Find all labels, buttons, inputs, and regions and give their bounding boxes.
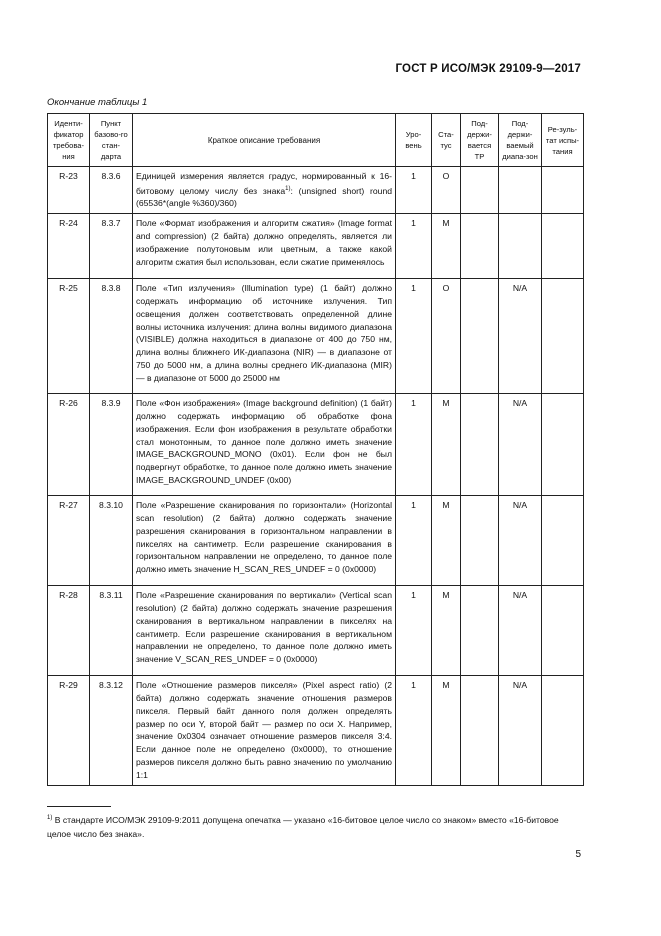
cell-description: Поле «Тип излучения» (Illumination type) (1 байт) должно содержать информацию об источнике излучения. Тип освещения должен соответствовать определенной длине волны источника излучения: длина волны видимого диапазона (VISIBLE) должна находиться в диапазоне от 400 до 750 нм, длина волны ближнего ИК-диапазона (NIR) — в диапазоне от 750 до 5000 нм, а длина волны среднего ИК-диапазона (MIR) — в диапазоне от 5000 до 25000 нм	[133, 279, 396, 394]
cell-tp	[461, 586, 499, 676]
cell-status: M	[432, 394, 461, 496]
cell-clause: 8.3.9	[90, 394, 133, 496]
footnote-divider	[47, 806, 111, 807]
cell-range: N/A	[499, 279, 542, 394]
table-row	[48, 676, 584, 785]
cell-clause: 8.3.6	[90, 167, 133, 214]
col-header-tp-support: Под-держи-вается ТР	[461, 114, 499, 167]
col-header-clause: Пункт базово-го стан-дарта	[90, 114, 133, 167]
cell-description	[133, 167, 396, 214]
cell-level: 1	[396, 214, 432, 279]
cell-result	[542, 676, 584, 785]
table-row	[48, 279, 584, 394]
cell-range: N/A	[499, 586, 542, 676]
cell-result	[542, 394, 584, 496]
cell-level: 1	[396, 496, 432, 586]
cell-level: 1	[396, 167, 432, 214]
footnote-text: В стандарте ИСО/МЭК 29109-9:2011 допущена опечатка — указано «16-битовое целое число со знаком» вместо «16-битовое целое число без знака».	[47, 814, 559, 839]
cell-id: R-25	[48, 279, 90, 394]
cell-status: M	[432, 676, 461, 785]
cell-id: R-26	[48, 394, 90, 496]
table-row	[48, 394, 584, 496]
cell-description: Поле «Фон изображения» (Image background definition) (1 байт) должно содержать информацию об обработке фона изображения. Если фон изображения в результате обработки стал монотонным, то данное поле должно иметь значение IMAGE_BACKGROUND_MONO (0x01). Если фон не был подвергнут обработке, то данное поле должно иметь значение IMAGE_BACKGROUND_UNDEF (0x00)	[133, 394, 396, 496]
footnote	[47, 811, 583, 841]
table-row	[48, 167, 584, 214]
cell-status: M	[432, 214, 461, 279]
requirements-table	[47, 113, 584, 786]
table-caption: Окончание таблицы 1	[47, 97, 148, 108]
cell-status: O	[432, 279, 461, 394]
cell-description: Поле «Формат изображения и алгоритм сжатия» (Image format and compression) (2 байта) должно определять, является ли изображение полутоновым или цветным, а также какой алгоритм сжатия был использован, если сжатие применялось	[133, 214, 396, 279]
cell-description: Поле «Отношение размеров пикселя» (Pixel aspect ratio) (2 байта) должно содержать значение отношения размеров пикселя. Первый байт данного поля должен определять размер по оси Y, второй байт — размер по оси X. Например, значение 0x0304 означает отношение размеров пикселя 3:4. Если данное поле не определено (0x0000), то отношение размеров пикселя должно быть равно значению по умолчанию 1:1	[133, 676, 396, 785]
cell-result	[542, 279, 584, 394]
table-row	[48, 586, 584, 676]
cell-tp	[461, 167, 499, 214]
cell-id: R-27	[48, 496, 90, 586]
cell-result	[542, 586, 584, 676]
table-row	[48, 496, 584, 586]
footnote-marker: 1)	[47, 815, 53, 821]
col-header-id: Иденти-фикатор требова-ния	[48, 114, 90, 167]
cell-id: R-29	[48, 676, 90, 785]
cell-tp	[461, 279, 499, 394]
cell-status: O	[432, 167, 461, 214]
cell-level: 1	[396, 279, 432, 394]
cell-range	[499, 167, 542, 214]
cell-clause: 8.3.7	[90, 214, 133, 279]
cell-status: M	[432, 496, 461, 586]
cell-result	[542, 214, 584, 279]
cell-tp	[461, 394, 499, 496]
cell-status: M	[432, 586, 461, 676]
col-header-description: Краткое описание требования	[133, 114, 396, 167]
cell-id: R-23	[48, 167, 90, 214]
cell-range: N/A	[499, 676, 542, 785]
cell-level: 1	[396, 394, 432, 496]
cell-description: Поле «Разрешение сканирования по вертикали» (Vertical scan resolution) (2 байта) должно содержать значение разрешения сканирования в вертикальном направлении в пикселях на сантиметр. Если разрешение сканирования в вертикальном направлении не определено, то данное поле должно иметь значение V_SCAN_RES_UNDEF = 0 (0x0000)	[133, 586, 396, 676]
cell-tp	[461, 214, 499, 279]
footnote-ref: 1)	[285, 185, 291, 192]
col-header-level: Уро-вень	[396, 114, 432, 167]
cell-tp	[461, 676, 499, 785]
description-tail: : (unsigned short) round (65536*(angle %360)/360)	[136, 185, 393, 209]
table-row	[48, 214, 584, 279]
cell-result	[542, 496, 584, 586]
cell-level: 1	[396, 586, 432, 676]
cell-clause: 8.3.12	[90, 676, 133, 785]
table-header-row	[48, 114, 584, 167]
cell-id: R-28	[48, 586, 90, 676]
cell-tp	[461, 496, 499, 586]
cell-id: R-24	[48, 214, 90, 279]
cell-range: N/A	[499, 394, 542, 496]
page-number: 5	[575, 849, 581, 860]
col-header-result: Ре-зуль-тат испы-тания	[542, 114, 584, 167]
cell-level: 1	[396, 676, 432, 785]
cell-description: Поле «Разрешение сканирования по горизонтали» (Horizontal scan resolution) (2 байта) должно содержать значение разрешения сканирования в горизонтальном направлении в пикселях на сантиметр. Если разрешение сканирования в горизонтальном направлении не определено, то данное поле должно иметь значение H_SCAN_RES_UNDEF = 0 (0x0000)	[133, 496, 396, 586]
cell-clause: 8.3.10	[90, 496, 133, 586]
cell-clause: 8.3.11	[90, 586, 133, 676]
cell-clause: 8.3.8	[90, 279, 133, 394]
col-header-status: Ста-тус	[432, 114, 461, 167]
document-header: ГОСТ Р ИСО/МЭК 29109-9—2017	[395, 63, 581, 75]
cell-range: N/A	[499, 496, 542, 586]
cell-result	[542, 167, 584, 214]
cell-range	[499, 214, 542, 279]
col-header-range: Под-держи-ваемый диапа-зон	[499, 114, 542, 167]
description-text: Единицей измерения является градус, нормированный к 16-битовому целому числу без знака	[136, 171, 392, 196]
